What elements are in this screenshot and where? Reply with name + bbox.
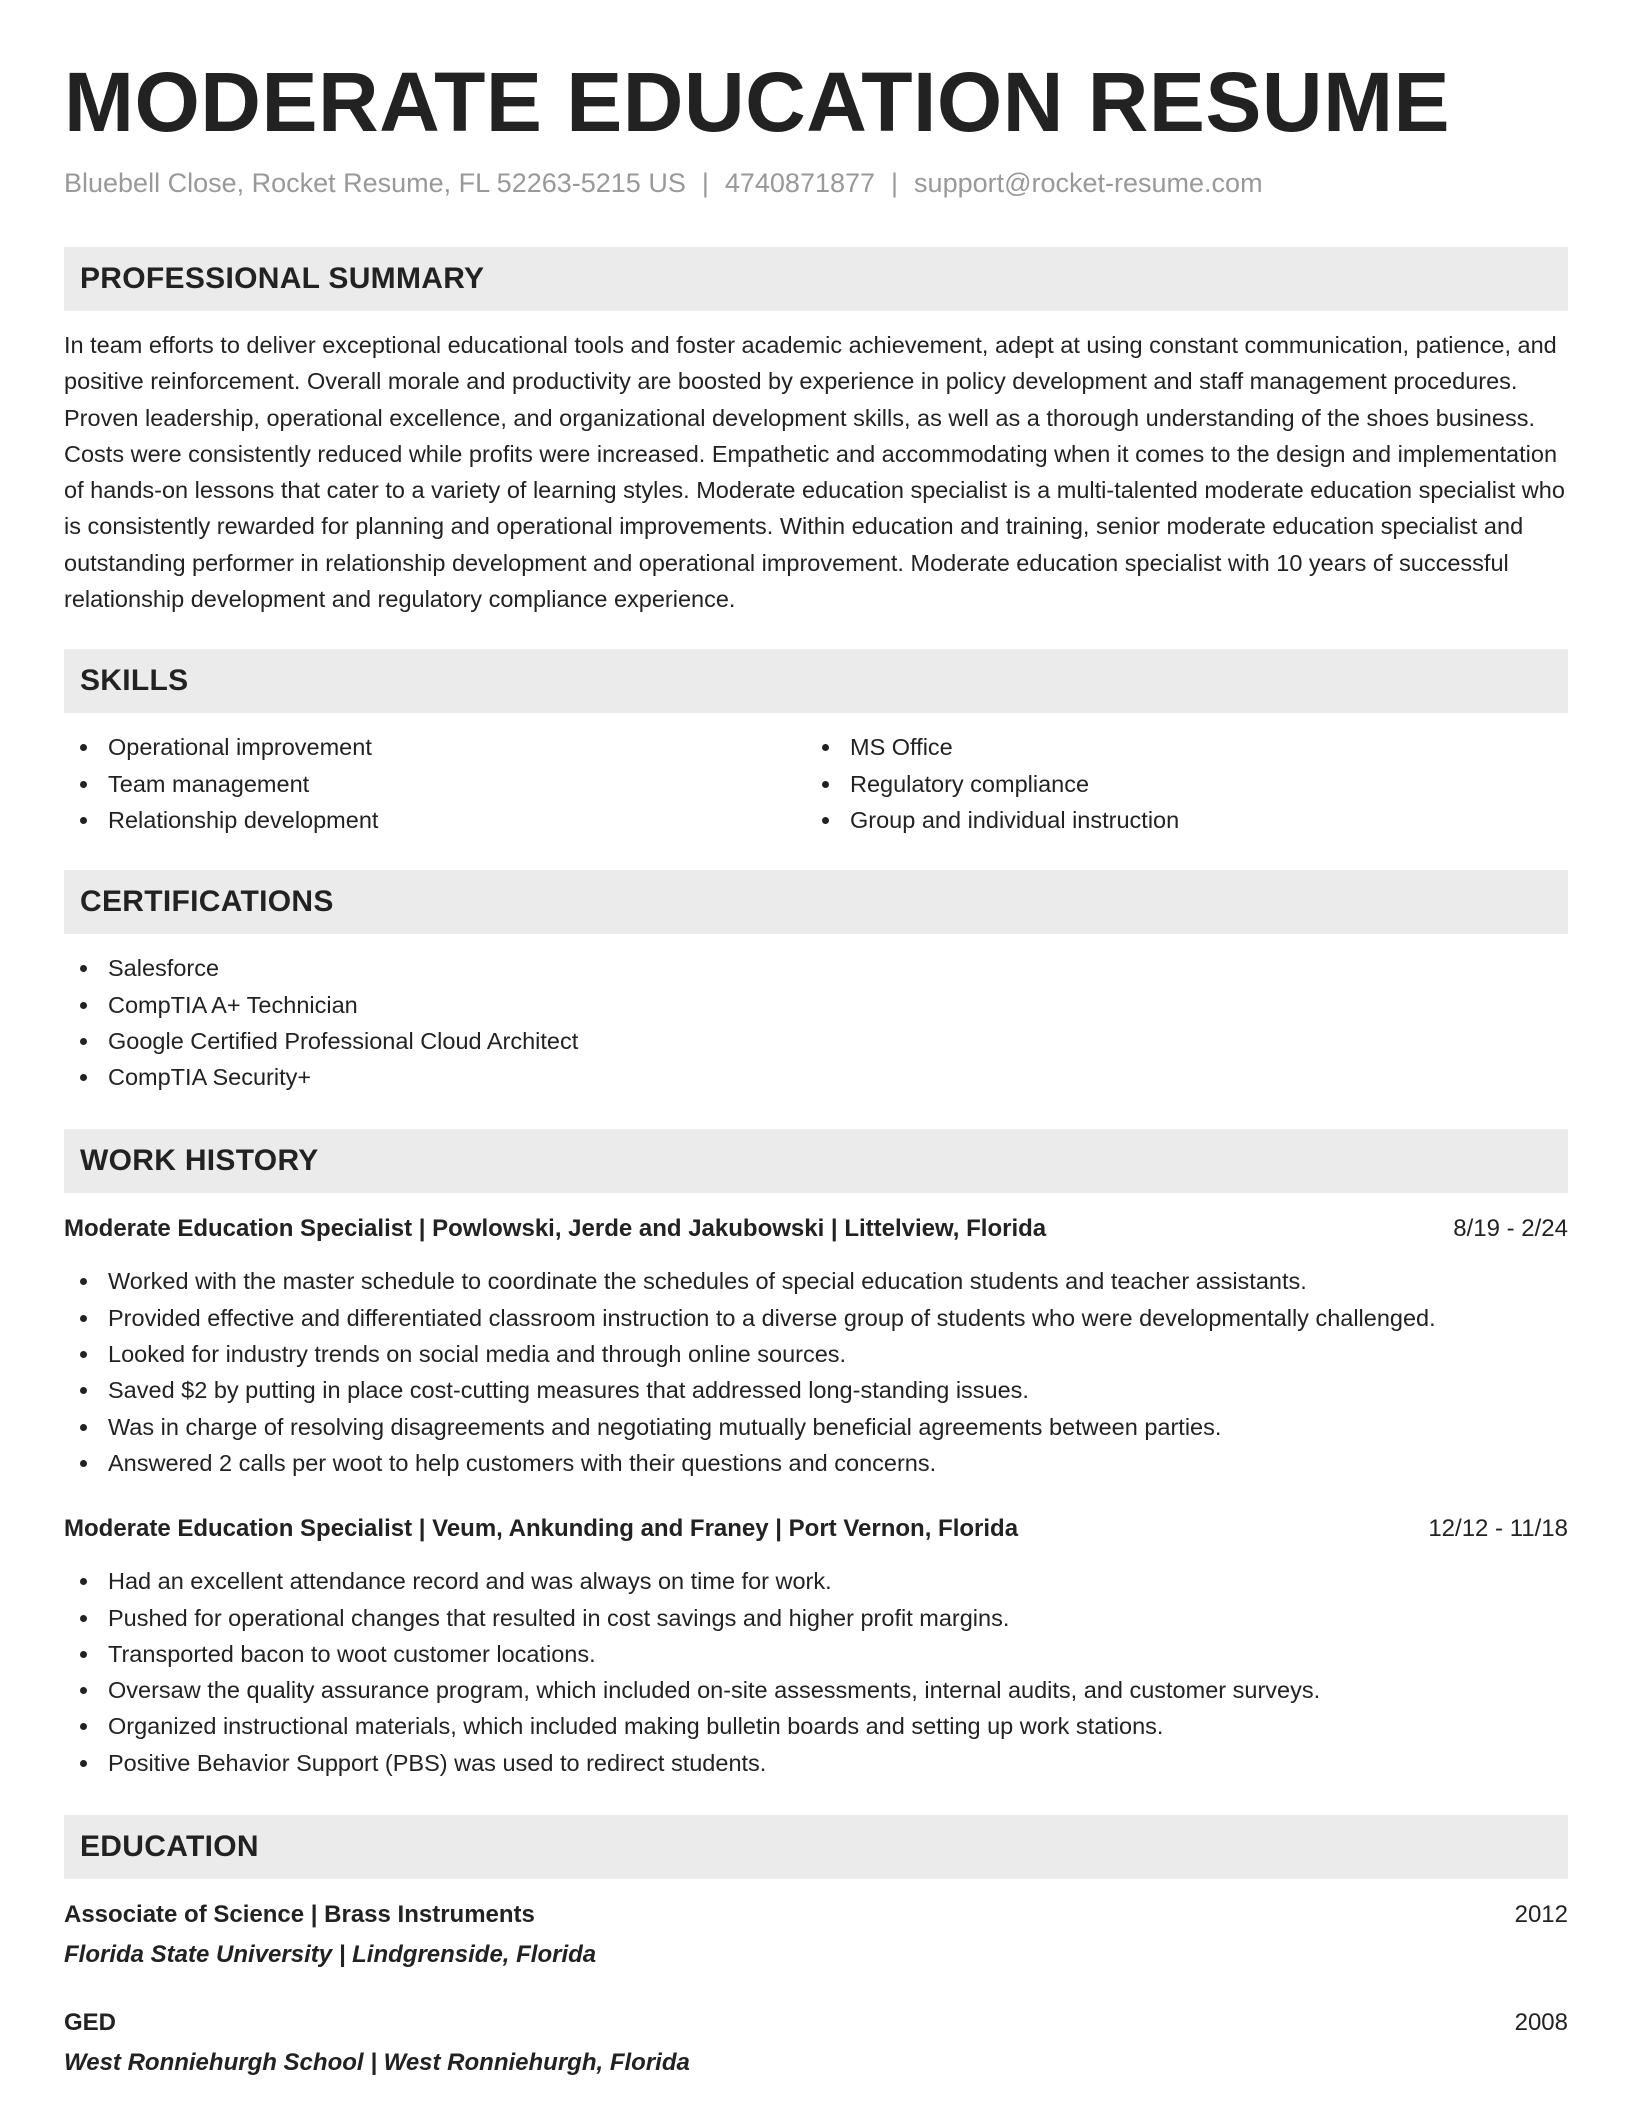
- job-header: [64, 1511, 1568, 1547]
- job-entry: [64, 1211, 1568, 1481]
- certification-item: Salesforce: [64, 950, 1568, 986]
- skills-column-left: [64, 729, 806, 838]
- certifications-list: [64, 950, 1568, 1095]
- job-bullet: Saved $2 by putting in place cost-cutting measures that addressed long-standing issues.: [64, 1372, 1568, 1408]
- education-year: 2008: [1514, 2009, 1568, 2037]
- job-dates: 12/12 - 11/18: [1428, 1515, 1568, 1543]
- job-bullet: Organized instructional materials, which included making bulletin boards and setting up work stations.: [64, 1708, 1568, 1744]
- contact-line: [64, 166, 1568, 200]
- education-entry: [64, 2005, 1568, 2081]
- section-heading-summary: PROFESSIONAL SUMMARY: [64, 247, 1568, 311]
- contact-separator: |: [891, 168, 899, 198]
- education-degree: GED: [64, 2009, 117, 2037]
- section-heading-education: EDUCATION: [64, 1815, 1568, 1879]
- education-school: Florida State University | Lindgrenside, Florida: [64, 1941, 597, 1969]
- skill-item: Regulatory compliance: [806, 766, 1548, 802]
- job-bullet: Oversaw the quality assurance program, which included on-site assessments, internal audits, and customer surveys.: [64, 1672, 1568, 1708]
- education-school: West Ronniehurgh School | West Ronniehurgh, Florida: [64, 2049, 690, 2077]
- summary-text: In team efforts to deliver exceptional educational tools and foster academic achievement, adept at using constant communication, patience, and positive reinforcement. Overall morale and productivity are boosted by experience in policy development and staff management procedures. Proven leadership, operational excellence, and organizational development skills, as well as a thorough understanding of the shoes business. Costs were consistently reduced while profits were increased. Empathetic and accommodating when it comes to the design and implementation of hands-on lessons that cater to a variety of learning styles. Moderate education specialist is a multi-talented moderate education specialist who is consistently rewarded for planning and operational improvements. Within education and training, senior moderate education specialist and outstanding performer in relationship development and operational improvement. Moderate education specialist with 10 years of successful relationship development and regulatory compliance experience.: [64, 332, 1565, 613]
- education-degree: Associate of Science | Brass Instruments: [64, 1901, 535, 1929]
- contact-phone: 4740871877: [724, 168, 876, 198]
- job-bullets: [64, 1563, 1568, 1781]
- education-header: [64, 2005, 1568, 2041]
- certification-item: Google Certified Professional Cloud Architect: [64, 1023, 1568, 1059]
- job-title: Moderate Education Specialist | Powlowski, Jerde and Jakubowski | Littelview, Florida: [64, 1215, 1047, 1243]
- job-title: Moderate Education Specialist | Veum, Ankunding and Franey | Port Vernon, Florida: [64, 1515, 1019, 1543]
- job-bullet: Worked with the master schedule to coordinate the schedules of special education students and teacher assistants.: [64, 1263, 1568, 1299]
- job-entry: [64, 1511, 1568, 1781]
- job-bullet: Was in charge of resolving disagreements and negotiating mutually beneficial agreements between parties.: [64, 1409, 1568, 1445]
- skill-item: Relationship development: [64, 802, 806, 838]
- contact-address: Bluebell Close, Rocket Resume, FL 52263-5215 US: [64, 168, 686, 198]
- resume-page: [64, 0, 1568, 2081]
- job-bullet: Transported bacon to woot customer locations.: [64, 1636, 1568, 1672]
- contact-email: support@rocket-resume.com: [914, 168, 1263, 198]
- contact-separator: |: [701, 168, 709, 198]
- section-heading-work-history: WORK HISTORY: [64, 1129, 1568, 1193]
- certification-item: CompTIA Security+: [64, 1059, 1568, 1095]
- job-bullet: Had an excellent attendance record and was always on time for work.: [64, 1563, 1568, 1599]
- education-header: [64, 1897, 1568, 1933]
- resume-name: MODERATE EDUCATION RESUME: [64, 55, 1451, 149]
- certification-item: CompTIA A+ Technician: [64, 987, 1568, 1023]
- job-bullet: Looked for industry trends on social media and through online sources.: [64, 1336, 1568, 1372]
- job-header: [64, 1211, 1568, 1247]
- education-year: 2012: [1514, 1901, 1568, 1929]
- skills-column-right: [806, 729, 1548, 838]
- skill-item: Operational improvement: [64, 729, 806, 765]
- job-bullet: Positive Behavior Support (PBS) was used to redirect students.: [64, 1745, 1568, 1781]
- skill-item: MS Office: [806, 729, 1548, 765]
- section-heading-skills: SKILLS: [64, 649, 1568, 713]
- job-bullets: [64, 1263, 1568, 1481]
- skill-item: Team management: [64, 766, 806, 802]
- skill-item: Group and individual instruction: [806, 802, 1548, 838]
- job-bullet: Answered 2 calls per woot to help customers with their questions and concerns.: [64, 1445, 1568, 1481]
- job-bullet: Pushed for operational changes that resulted in cost savings and higher profit margins.: [64, 1600, 1568, 1636]
- education-entry: [64, 1897, 1568, 1973]
- job-bullet: Provided effective and differentiated classroom instruction to a diverse group of students who were developmentally challenged.: [64, 1300, 1568, 1336]
- section-heading-certifications: CERTIFICATIONS: [64, 870, 1568, 934]
- job-dates: 8/19 - 2/24: [1453, 1215, 1568, 1243]
- skills-list: [64, 729, 1568, 838]
